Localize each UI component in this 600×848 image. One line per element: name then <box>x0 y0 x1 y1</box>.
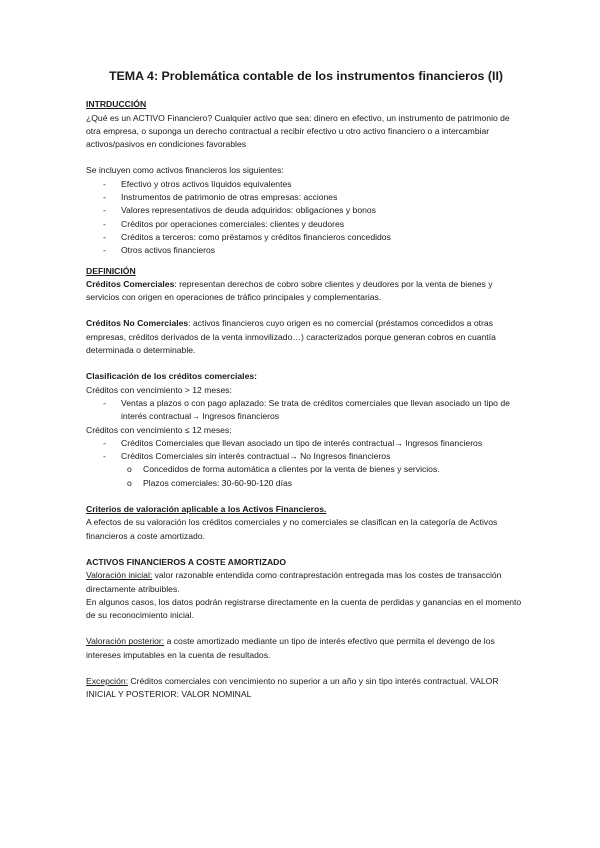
dash-bullet: - <box>103 218 106 229</box>
criteria-heading: Criterios de valoración aplicable a los Activos Financieros. <box>86 504 327 515</box>
list-item: - Instrumentos de patrimonio de otras empresas: acciones <box>86 191 526 204</box>
intro-paragraph: ¿Qué es un ACTIVO Financiero? Cualquier activo que sea: dinero en efectivo, un instrumento de patrimonio de otra empresa, o suponga un derecho contractual a recibir efectivo u otro activo financiero o a intercambiar activos/pasivos en condiciones favorables <box>86 112 510 150</box>
dash-bullet: - <box>103 205 106 216</box>
dash-bullet: - <box>103 437 106 448</box>
definition-heading: DEFINICIÓN <box>86 265 136 276</box>
intro-heading: INTRDUCCIÓN <box>86 99 147 110</box>
classification-over-12: Créditos con vencimiento > 12 meses: <box>86 384 232 395</box>
classification-under-12: Créditos con vencimiento ≤ 12 meses: <box>86 424 232 435</box>
sub-list-item: o Plazos comerciales: 30-60-90-120 días <box>86 477 526 490</box>
excepcion: Excepción: Créditos comerciales con vencimiento no superior a un año y sin tipo interés contractual. VALOR INICIAL Y POSTERIOR: VALOR NOMINAL <box>86 675 499 700</box>
definition-no-comerciales: Créditos No Comerciales: activos financieros cuyo origen es no comercial (préstamos concedidos a otras empresas, créditos derivados de la venta inmovilizado…) caracterizados porque generan cobros en cuantía determinada o determinable. <box>86 318 496 356</box>
dash-bullet: - <box>103 451 106 462</box>
over-12-list <box>86 397 526 424</box>
dash-bullet: - <box>103 231 106 242</box>
circle-bullet: o <box>127 477 132 488</box>
dash-bullet: - <box>103 192 106 203</box>
list-item: - Créditos por operaciones comerciales: clientes y deudores <box>86 218 526 231</box>
list-item: - Créditos Comerciales que llevan asociado un tipo de interés contractual→ Ingresos financieros <box>86 437 526 450</box>
classification-heading: Clasificación de los créditos comerciales: <box>86 371 257 382</box>
asset-list <box>86 178 526 258</box>
intro-list-intro: Se incluyen como activos financieros los siguientes: <box>86 165 284 176</box>
dash-bullet: - <box>103 245 106 256</box>
dash-bullet: - <box>103 397 106 408</box>
list-item: - Valores representativos de deuda adquiridos: obligaciones y bonos <box>86 204 526 217</box>
list-item: - Créditos a terceros: como préstamos y créditos financieros concedidos <box>86 231 526 244</box>
dash-bullet: - <box>103 178 106 189</box>
definition-comerciales: Créditos Comerciales: representan derechos de cobro sobre clientes y deudores por la venta de bienes y servicios con origen en operaciones de tráfico principales y complementarias. <box>86 278 493 303</box>
page-title: TEMA 4: Problemática contable de los instrumentos financieros (II) <box>108 69 504 83</box>
list-item: - Ventas a plazos o con pago aplazado: Se trata de créditos comerciales que llevan asociado un tipo de interés contractual→ Ingresos financieros <box>103 397 510 422</box>
valoracion-inicial: Valoración inicial: valor razonable entendida como contraprestación entregada mas los costes de transacción directamente atribuibles. <box>86 570 502 594</box>
circle-bullet: o <box>127 464 132 475</box>
document-body <box>86 70 526 702</box>
criteria-text: A efectos de su valoración los créditos comerciales y no comerciales se clasifican en la categoría de Activos financieros a coste amortizado. <box>86 517 498 541</box>
valoracion-posterior: Valoración posterior: a coste amortizado mediante un tipo de interés efectivo que permita el devengo de los intereses imputables en la cuenta de resultados. <box>86 636 495 660</box>
coste-amortizado-heading: ACTIVOS FINANCIEROS A COSTE AMORTIZADO <box>86 556 287 567</box>
list-item: - Otros activos financieros <box>86 244 526 257</box>
list-item: - Créditos Comerciales sin interés contractual→ No Ingresos financieros <box>86 450 526 463</box>
under-12-list <box>86 437 526 490</box>
valoracion-inicial-note: En algunos casos, los datos podrán registrarse directamente en la cuenta de perdidas y ganancias en el momento de su reconocimiento inicial. <box>86 596 522 621</box>
sub-list-item: o Concedidos de forma automática a clientes por la venta de bienes y servicios. <box>86 463 526 476</box>
list-item: - Efectivo y otros activos líquidos equivalentes <box>86 178 526 191</box>
